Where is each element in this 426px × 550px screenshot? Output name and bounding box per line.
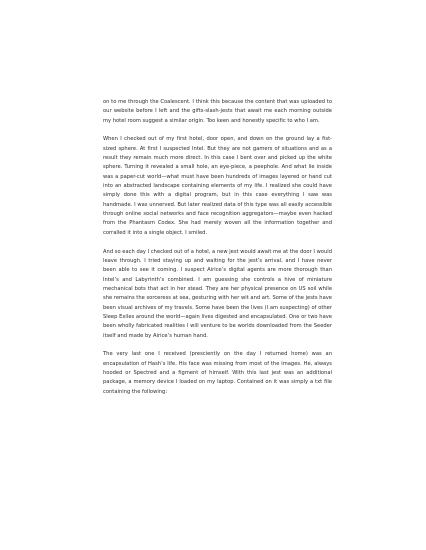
body-text xyxy=(103,98,332,397)
paragraph: on to me through the Coalescent. I think this because the content that was uploaded to our website before I left and the gifts-slash-jests that await me each morning outside my hotel room suggest a similar origin. Too keen and honestly specific to who I am. xyxy=(103,99,332,124)
paragraph: When I checked out of my first hotel, door open, and down on the ground lay a fist-sized sphere. At first I suspected Intel. But they are not gamers of situations and as a result they remain much more direct. In this case I bent over and picked up the white sphere. Turning it revealed a small hole, an eye-piece, a peephole. And what lie inside was a paper-cut world—what must have been hundreds of images layered or hand cut into an abstracted landscape containing elements of my life. I realized she could have simply done this with a digital program, but in this case everything I saw was handmade. I was unnerved. But later realized data of this type was all easily accessible through online social networks and face recognition aggregators—maybe even hacked from the Phantasm Codex. She had merely woven all the information together and corralled it into a single object. I smiled. xyxy=(103,136,332,236)
paragraph: And so each day I checked out of a hotel, a new jest would await me at the door I would leave through. I tried staying up and waiting for the jest’s arrival, and I have never been able to see it coming. I suspect Airice’s digital agents are more thorough than Intel’s and Labyrinth’s combined. I am guessing she controls a hive of miniature mechanical bots that act in her stead. They are her physical presence on US soil while she remains the sorceress at sea, gesturing with her wit and art. Some of the jests have been visual archives of my travels. Some have been the lives (I am suspecting) of other Sleep Exiles around the world—again lives digested and encapsulated. One or two have been wholly fabricated realities I will venture to be worlds downloaded from the Seeder itself and made by Airice’s human hand. xyxy=(103,248,332,339)
paragraph: The very last one I received (presciently on the day I returned home) was an encapsulation of Hash’s life. His face was missing from most of the images. He, always hooded or Spectred and a figment of himself. With this last jest was an additional package, a memory device I loaded on my laptop. Contained on it was simply a txt file containing the following: xyxy=(103,351,332,395)
